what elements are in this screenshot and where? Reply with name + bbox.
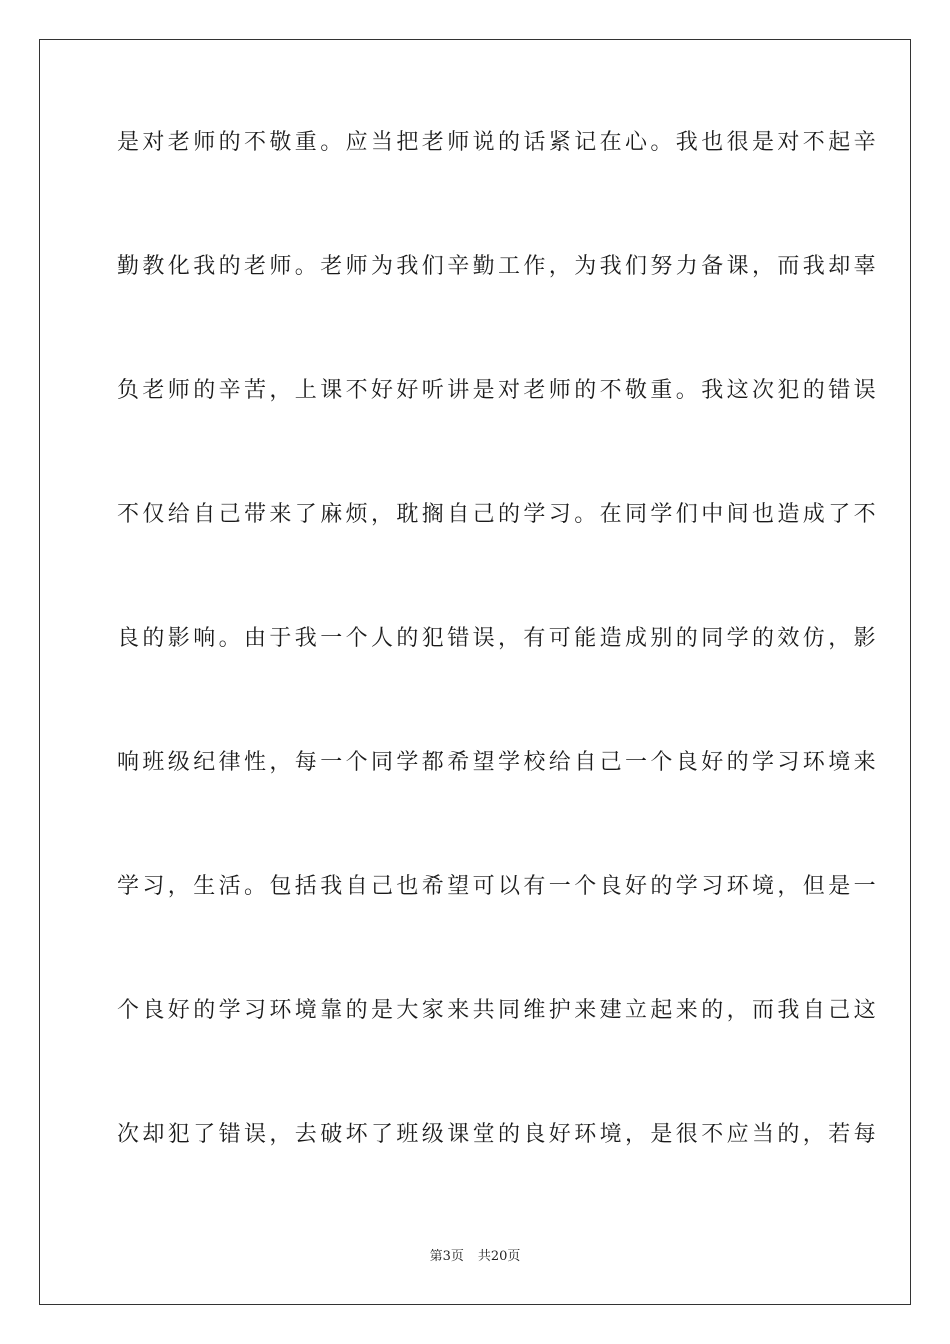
text-line-7: 学习，生活。包括我自己也希望可以有一个良好的学习环境，但是一 <box>117 874 880 899</box>
text-line-9: 次却犯了错误，去破坏了班级课堂的良好环境，是很不应当的，若每 <box>117 1122 880 1147</box>
text-line-3: 负老师的辛苦，上课不好好听讲是对老师的不敬重。我这次犯的错误 <box>117 378 880 403</box>
page-number: 第3页 <box>429 1249 464 1264</box>
text-line-8: 个良好的学习环境靠的是大家来共同维护来建立起来的，而我自己这 <box>117 998 880 1023</box>
text-line-2: 勤教化我的老师。老师为我们辛勤工作，为我们努力备课，而我却辜 <box>117 254 880 279</box>
text-line-4: 不仅给自己带来了麻烦，耽搁自己的学习。在同学们中间也造成了不 <box>117 502 880 527</box>
total-pages: 共20页 <box>477 1249 521 1264</box>
document-body <box>117 128 880 1150</box>
text-line-6: 响班级纪律性，每一个同学都希望学校给自己一个良好的学习环境来 <box>117 750 880 775</box>
text-line-1: 是对老师的不敬重。应当把老师说的话紧记在心。我也很是对不起辛 <box>117 130 880 155</box>
page-footer <box>0 1249 950 1265</box>
text-line-5: 良的影响。由于我一个人的犯错误，有可能造成别的同学的效仿，影 <box>117 626 880 651</box>
